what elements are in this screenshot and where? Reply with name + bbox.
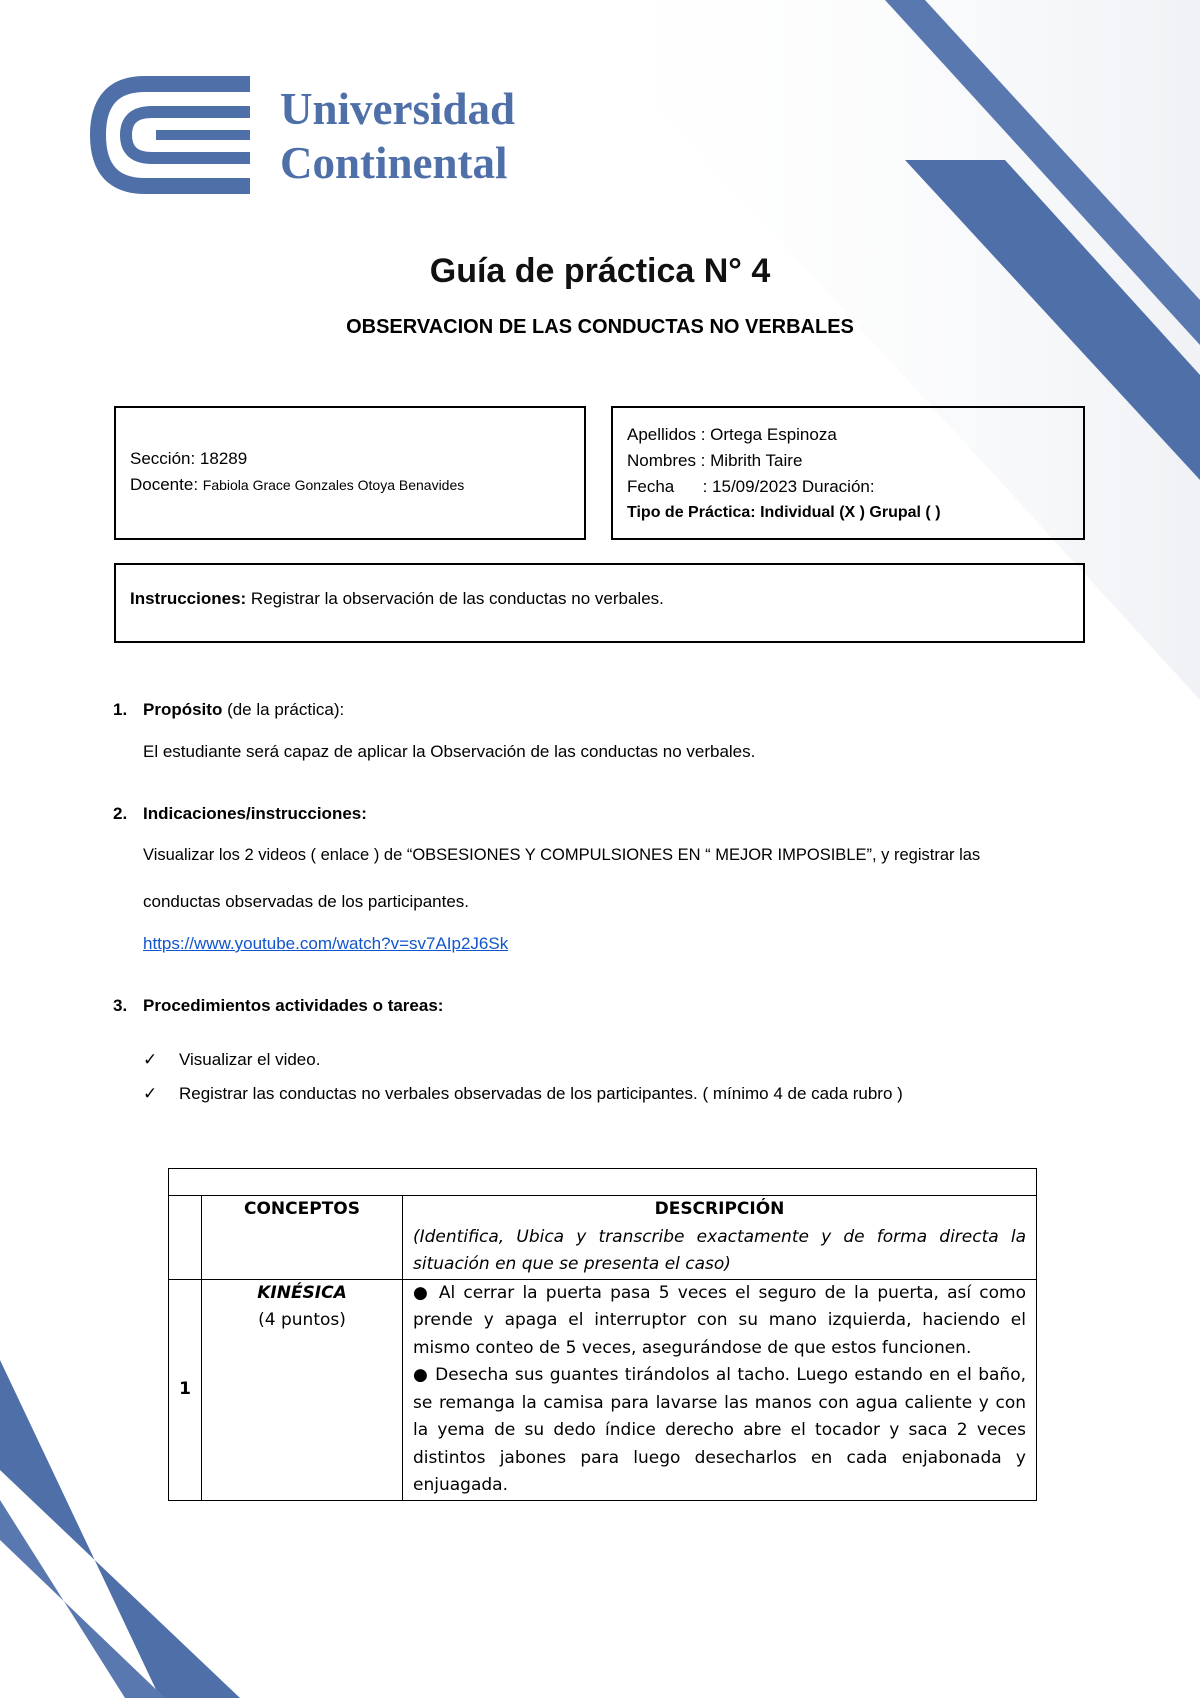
docente-label: Docente: xyxy=(130,475,199,494)
task-item-text: Registrar las conductas no verbales observadas de los participantes. ( mínimo 4 de cada rubro ) xyxy=(179,1084,903,1103)
seccion-text: Sección: 18289 xyxy=(130,449,248,468)
description-cell xyxy=(403,1279,1037,1500)
tipo-practica-text: Tipo de Práctica: Individual (X ) Grupal ( ) xyxy=(627,504,941,521)
section-1-text: El estudiante será capaz de aplicar la Observación de las conductas no verbales. xyxy=(143,742,756,761)
concept-name: KINÉSICA xyxy=(257,1282,347,1303)
section-1-title: Propósito xyxy=(143,700,223,719)
university-name xyxy=(280,82,515,190)
info-box-left xyxy=(114,406,586,540)
check-icon: ✓ xyxy=(143,1050,158,1069)
section-2-number: 2. xyxy=(113,804,128,823)
section-3-heading xyxy=(113,996,443,1016)
fecha-text: Fecha : 15/09/2023 Duración: xyxy=(627,477,875,496)
section-1-suffix: (de la práctica): xyxy=(222,700,345,719)
section-2-text-line-1: Visualizar los 2 videos ( enlace ) de “OBSESIONES Y COMPULSIONES EN “ MEJOR IMPOSIBLE”, y registrar las xyxy=(143,846,981,864)
section-2-text-line-2: conductas observadas de los participantes. xyxy=(143,892,470,911)
table-top-row xyxy=(169,1169,1037,1196)
header-concepts: CONCEPTOS xyxy=(202,1196,403,1280)
table-empty-header-cell xyxy=(169,1169,1037,1196)
bottom-left-stripe-thin xyxy=(0,1500,165,1698)
concept-cell xyxy=(202,1279,403,1500)
task-item xyxy=(143,1084,903,1104)
table-header-row xyxy=(169,1196,1037,1280)
section-1-heading xyxy=(113,700,344,720)
logo-line-1: Universidad xyxy=(280,84,516,134)
header-num-cell xyxy=(169,1196,202,1280)
page-title: Guía de práctica N° 4 xyxy=(429,252,771,290)
docente-line xyxy=(130,472,584,498)
header-description: DESCRIPCIÓN xyxy=(654,1199,785,1219)
observation-table xyxy=(168,1168,1037,1501)
logo-line-2: Continental xyxy=(280,138,508,188)
section-1-number: 1. xyxy=(113,700,128,719)
description-paragraph-2: ● Desecha sus guantes tirándolos al tacho. Luego estando en el baño, se remanga la camisa para lavarse las manos con agua caliente y con la yema de su dedo índice derecho abre el tocador y saca 2 veces distintos jabones para luego desecharlos en cada enjabonada y enjuagada. xyxy=(413,1365,1026,1495)
description-paragraph-1: ● Al cerrar la puerta pasa 5 veces el seguro de la puerta, así como prende y apaga el interruptor con su mano izquierda, haciendo el mismo conteo de 5 veces, asegurándose de que estos funcionen. xyxy=(413,1282,1026,1358)
page-subtitle: OBSERVACION DE LAS CONDUCTAS NO VERBALES xyxy=(346,316,854,338)
section-3-title: Procedimientos actividades o tareas: xyxy=(143,996,444,1015)
apellidos-text: Apellidos : Ortega Espinoza xyxy=(627,425,837,444)
section-2-heading xyxy=(113,804,367,824)
task-item-text: Visualizar el video. xyxy=(179,1050,321,1069)
instructions-box xyxy=(114,563,1085,643)
row-number: 1 xyxy=(169,1279,202,1500)
docente-name: Fabiola Grace Gonzales Otoya Benavides xyxy=(202,477,465,493)
concept-points: (4 puntos) xyxy=(258,1310,346,1330)
instructions-label: Instrucciones: xyxy=(130,589,247,608)
instructions-text: Registrar la observación de las conductas no verbales. xyxy=(246,589,664,608)
youtube-link[interactable]: https://www.youtube.com/watch?v=sv7AIp2J6Sk xyxy=(143,934,509,953)
university-logo-icon xyxy=(90,76,260,194)
info-box-right xyxy=(611,406,1085,540)
nombres-text: Nombres : Mibrith Taire xyxy=(627,451,803,470)
header-description-cell xyxy=(403,1196,1037,1280)
task-item xyxy=(143,1050,320,1070)
section-3-number: 3. xyxy=(113,996,128,1015)
header-description-note: (Identifica, Ubica y transcribe exactamente y de forma directa la situación en que se presenta el caso) xyxy=(413,1226,1026,1274)
table-row xyxy=(169,1279,1037,1500)
section-2-title: Indicaciones/instrucciones: xyxy=(143,804,367,823)
check-icon: ✓ xyxy=(143,1084,158,1103)
